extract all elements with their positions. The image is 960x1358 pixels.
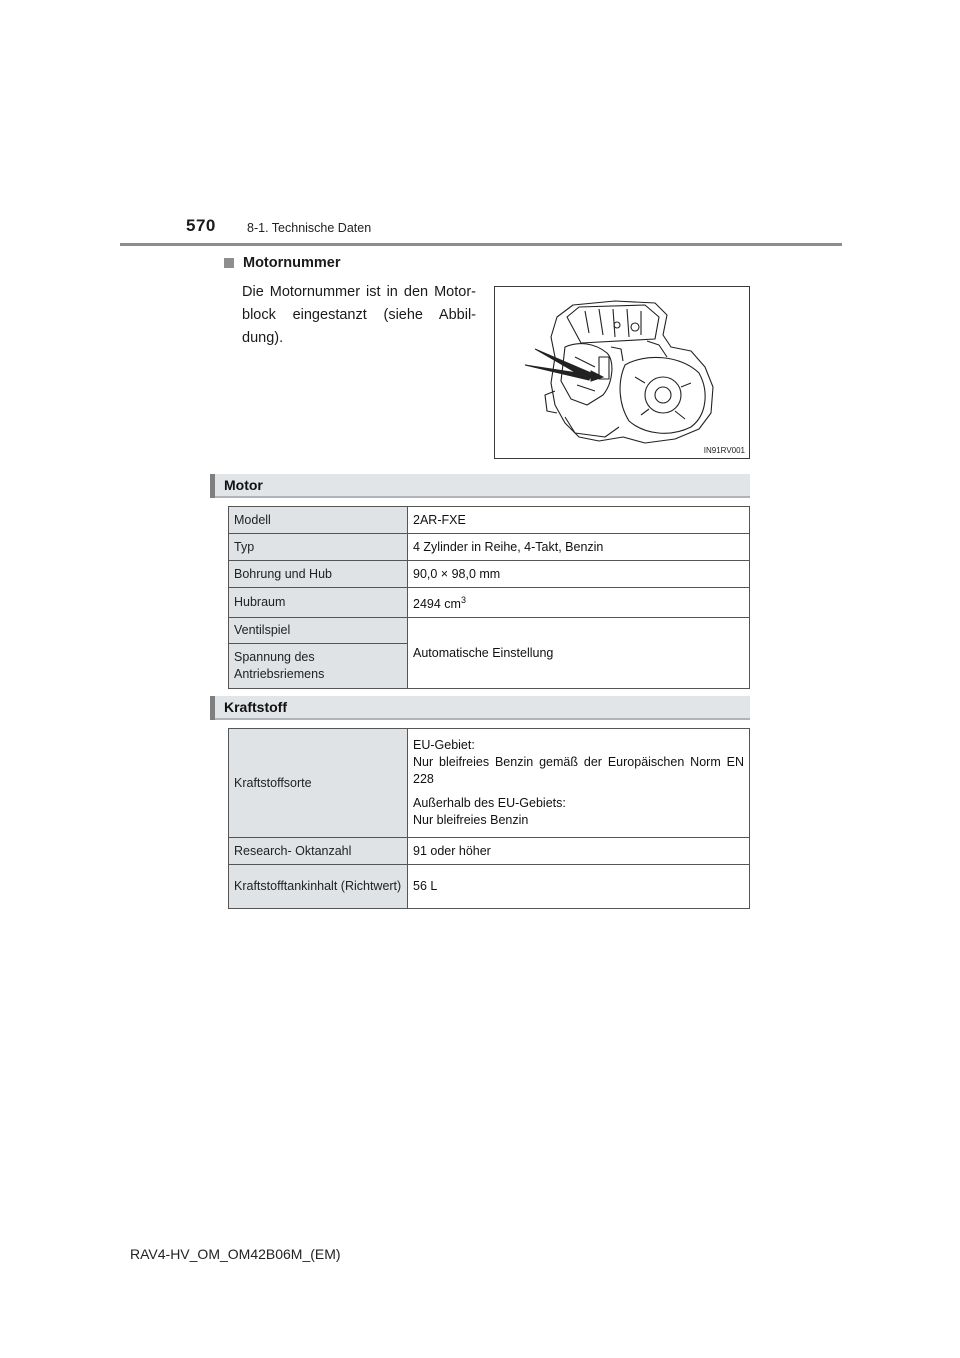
- fuel-eu-heading: EU-Gebiet:: [413, 738, 475, 752]
- page-number: 570: [186, 216, 216, 235]
- spec-value: [408, 588, 750, 618]
- engine-number-heading-text: Motornummer: [243, 255, 341, 271]
- fuel-type-eu: [413, 737, 744, 788]
- engine-illustration: [495, 287, 749, 458]
- spec-label: Modell: [229, 507, 408, 534]
- spec-label: Hubraum: [229, 588, 408, 618]
- fuel-non-eu-text: Nur bleifreies Benzin: [413, 813, 529, 827]
- table-row: [229, 588, 750, 618]
- figure-code: IN91RV001: [703, 446, 745, 455]
- spec-label: Kraftstofftankinhalt (Richtwert): [229, 865, 408, 909]
- document-code: RAV4-HV_OM_OM42B06M_(EM): [130, 1246, 341, 1262]
- square-bullet-icon: [224, 258, 234, 268]
- fuel-table: [228, 728, 750, 909]
- spec-value: 2AR-FXE: [408, 507, 750, 534]
- table-row: [229, 618, 750, 644]
- fuel-section-bar: [210, 696, 750, 720]
- table-row: [229, 507, 750, 534]
- fuel-type-non-eu: [413, 795, 744, 829]
- spec-value: 4 Zylinder in Reihe, 4-Takt, Benzin: [408, 534, 750, 561]
- table-row: [229, 561, 750, 588]
- engine-number-text: Die Motornummer ist in den Motor-block eingestanzt (siehe Abbil-dung).: [242, 284, 476, 346]
- spec-value: 91 oder höher: [408, 838, 750, 865]
- section-header: 8-1. Technische Daten: [247, 221, 372, 235]
- fuel-non-eu-heading: Außerhalb des EU-Gebiets:: [413, 796, 566, 810]
- spec-value: [408, 729, 750, 838]
- spec-value: Automatische Einstellung: [408, 618, 750, 689]
- motor-section-title: Motor: [224, 477, 263, 493]
- table-row: [229, 534, 750, 561]
- fuel-eu-text: Nur bleifreies Benzin gemäß der Europäischen Norm EN 228: [413, 755, 744, 786]
- spec-value: 90,0 × 98,0 mm: [408, 561, 750, 588]
- spec-label: Research- Oktanzahl: [229, 838, 408, 865]
- engine-figure: [494, 286, 750, 459]
- motor-table: [228, 506, 750, 689]
- spec-label: Typ: [229, 534, 408, 561]
- spec-label: Kraftstoffsorte: [229, 729, 408, 838]
- spec-label: Spannung des Antriebsriemens: [229, 644, 408, 689]
- table-row: [229, 865, 750, 909]
- spec-label: Bohrung und Hub: [229, 561, 408, 588]
- displacement-value: 2494 cm: [413, 597, 461, 612]
- engine-number-heading: [224, 255, 340, 271]
- fuel-section-title: Kraftstoff: [224, 699, 287, 715]
- header-rule: [120, 243, 842, 246]
- table-row: [229, 729, 750, 838]
- motor-section-bar: [210, 474, 750, 498]
- spec-label: Ventilspiel: [229, 618, 408, 644]
- table-row: [229, 838, 750, 865]
- spec-value: 56 L: [408, 865, 750, 909]
- displacement-unit-exponent: 3: [460, 595, 466, 605]
